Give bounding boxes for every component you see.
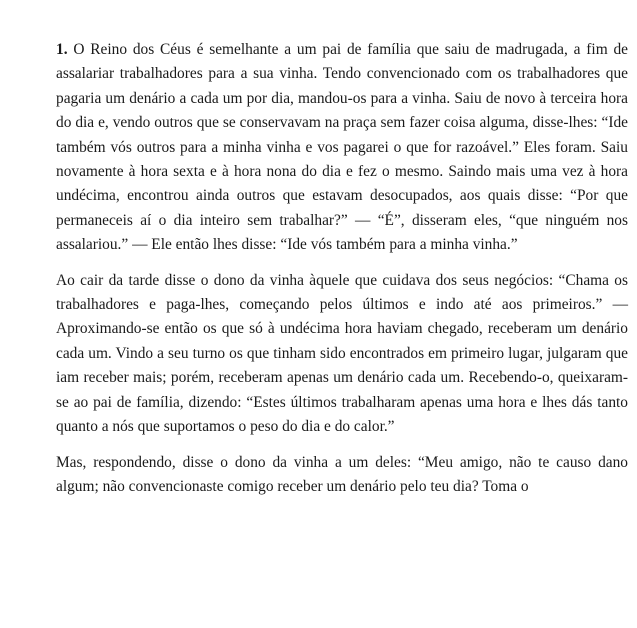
paragraph-2 xyxy=(56,269,628,440)
paragraph-1 xyxy=(56,38,628,258)
paragraph-text: Mas, respondendo, disse o dono da vinha a um deles: “Meu amigo, não te causo dano algum; não convencionaste comigo receber um denário pelo teu dia? Toma o xyxy=(56,453,628,495)
paragraph-text: O Reino dos Céus é semelhante a um pai de família que saiu de madrugada, a fim de assalariar trabalhadores para a sua vinha. Tendo convencionado com os trabalhadores que pagaria um denário a cada um por dia, mandou-os para a vinha. Saiu de novo à terceira hora do dia e, vendo outros que se conservavam na praça sem fazer coisa alguma, disse-lhes: “Ide também vós outros para a minha vinha e vos pagarei o que for razoável.” Eles foram. Saiu novamente à hora sexta e à hora nona do dia e fez o mesmo. Saindo mais uma vez à hora undécima, encontrou ainda outros que estavam desocupados, aos quais disse: “Por que permaneceis aí o dia inteiro sem trabalhar?” — “É”, disseram eles, “que ninguém nos assalariou.” — Ele então lhes disse: “Ide vós também para a minha vinha.” xyxy=(56,41,628,254)
document-page xyxy=(56,38,628,510)
paragraph-3 xyxy=(56,451,628,500)
paragraph-text: Ao cair da tarde disse o dono da vinha àquele que cuidava dos seus negócios: “Chama os trabalhadores e paga-lhes, começando pelos últimos e indo até aos primeiros.” — Aproximando-se então os que só à undécima hora haviam chegado, receberam um denário cada um. Vindo a seu turno os que tinham sido encontrados em primeiro lugar, julgaram que iam receber mais; porém, receberam apenas um denário cada um. Recebendo-o, queixaram-se ao pai de família, dizendo: “Estes últimos trabalharam apenas uma hora e lhes dás tanto quanto a nós que suportamos o peso do dia e do calor.” xyxy=(56,271,628,436)
paragraph-number: 1. xyxy=(56,41,68,58)
